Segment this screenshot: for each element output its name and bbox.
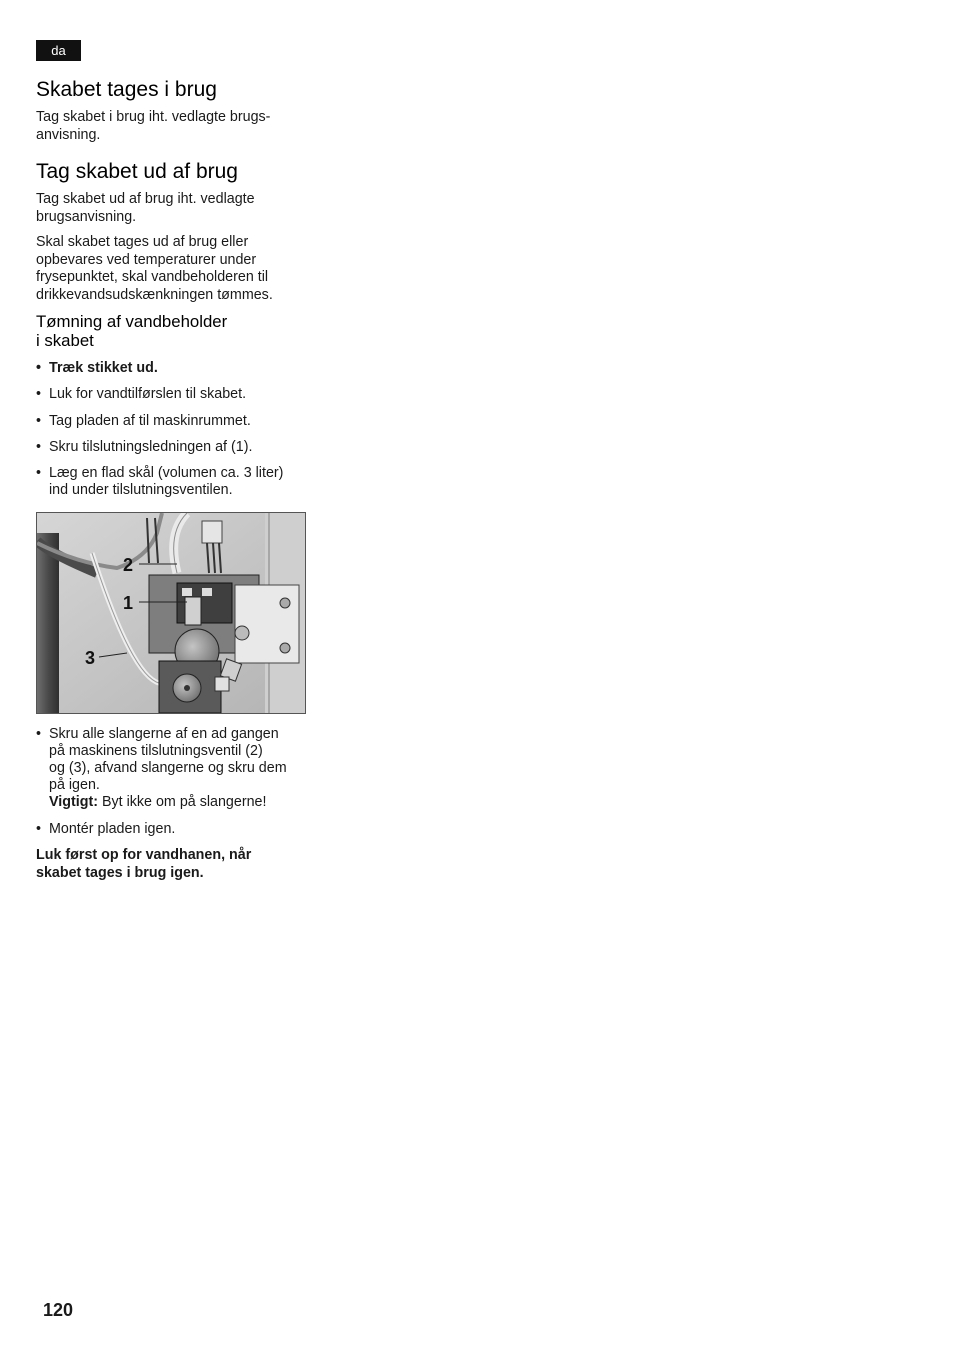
important-label: Vigtigt: (49, 794, 98, 810)
list-item: • Tag pladen af til maskinrummet. (36, 413, 308, 430)
section-title-stop: Tag skabet ud af brug (36, 160, 238, 183)
section-stop-para2: Skal skabet tages ud af brug eller opbevares ved temperaturer under frysepunktet, skal vandbeholderen til drikkevandsudskænkningen tømmes. (36, 234, 273, 303)
callout-3: 3 (85, 648, 96, 668)
list-item: • Træk stikket ud. (36, 360, 308, 377)
valve-illustration (37, 513, 306, 714)
important-text: Byt ikke om på slangerne! (97, 794, 267, 810)
list-item: • Skru alle slangerne af en ad gangen på maskinens tilslutningsventil (2) og (3), afvand slangerne og skru dem på igen. Vigtigt: Byt ikke om på slangerne! (36, 726, 308, 811)
list-item: • Montér pladen igen. (36, 821, 308, 838)
page-number: 120 (43, 1300, 74, 1320)
callout-1: 1 (123, 593, 134, 613)
list-item: • Skru tilslutningsledningen af (1). (36, 439, 308, 456)
valve-photo (36, 512, 306, 714)
subsection-title: Tømning af vandbeholder i skabet (36, 312, 228, 350)
final-note: Luk først op for vandhanen, når skabet tages i brug igen. (36, 847, 252, 881)
list-item: • Luk for vandtilførslen til skabet. (36, 386, 308, 403)
list-item: • Læg en flad skål (volumen ca. 3 liter) ind under tilslutningsventilen. (36, 465, 308, 499)
section-title-start: Skabet tages i brug (36, 78, 217, 101)
language-badge: da (36, 40, 81, 61)
callout-2: 2 (123, 555, 134, 575)
section-start-text: Tag skabet i brug iht. vedlagte brugs- anvisning. (36, 109, 271, 143)
section-stop-para1: Tag skabet ud af brug iht. vedlagte brugsanvisning. (36, 191, 255, 225)
